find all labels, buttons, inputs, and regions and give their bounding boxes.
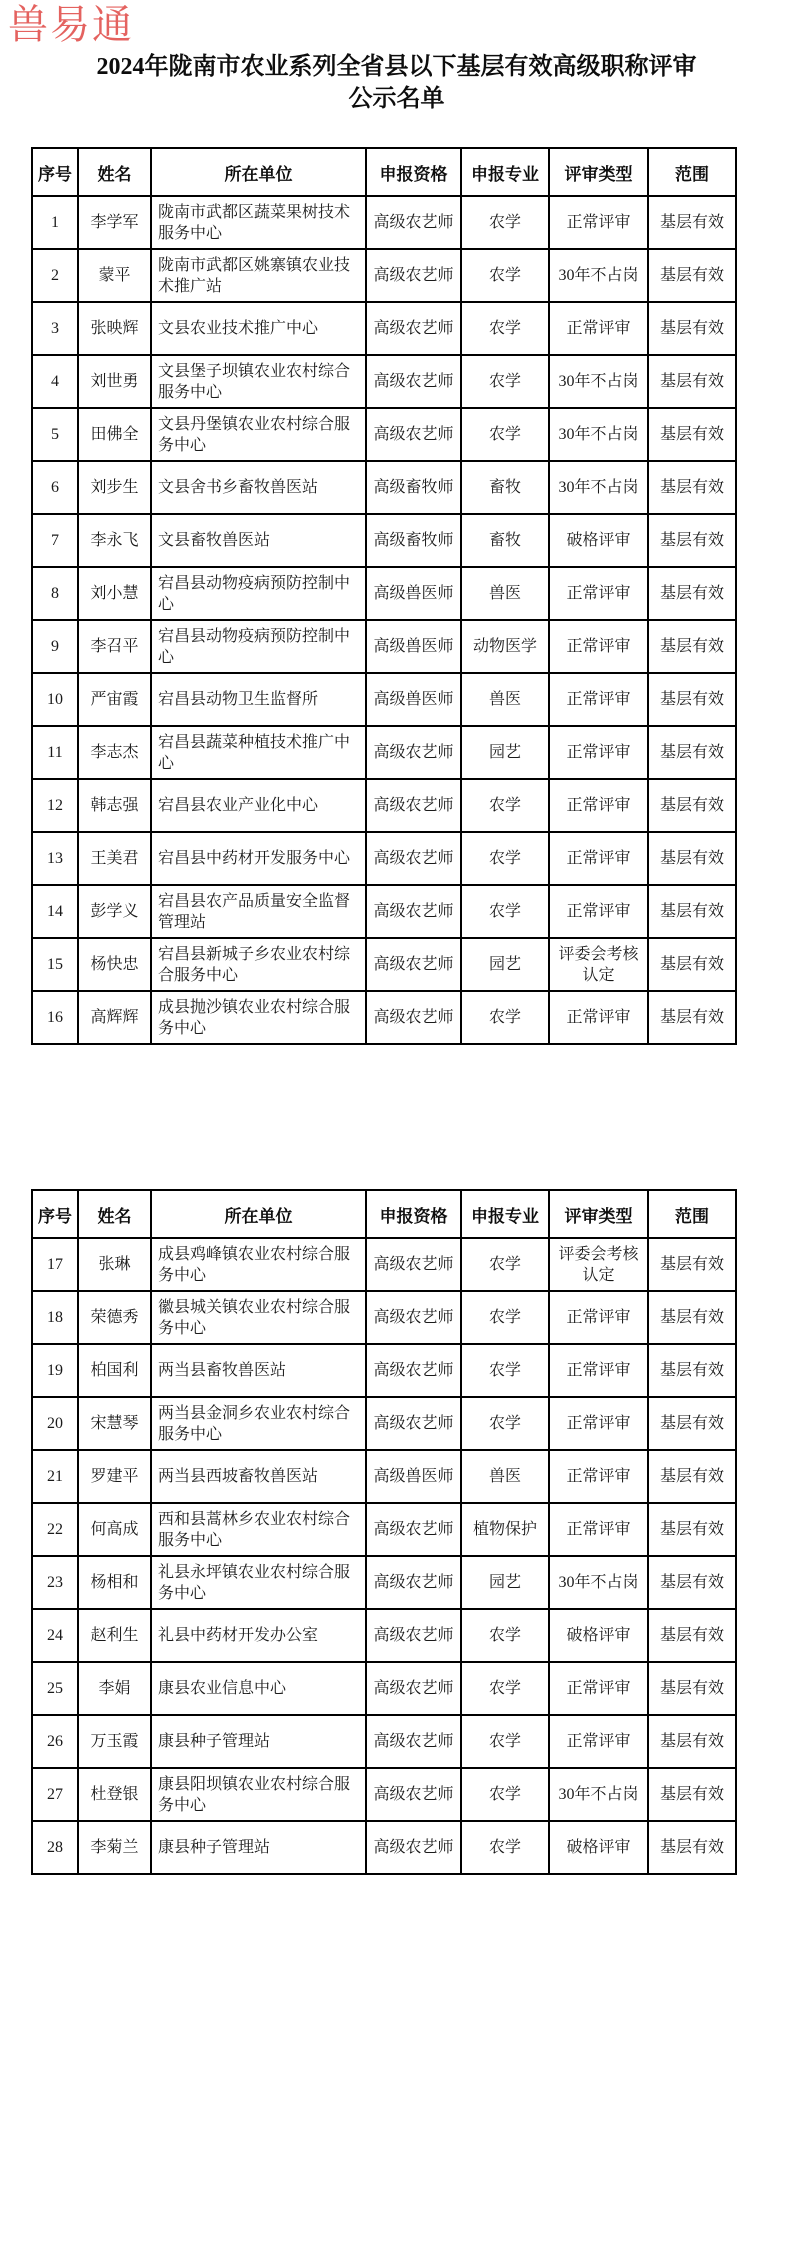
cell-scope: 基层有效 bbox=[648, 832, 736, 885]
table-row bbox=[32, 1715, 736, 1768]
cell-scope: 基层有效 bbox=[648, 673, 736, 726]
cell-type: 30年不占岗 bbox=[549, 408, 648, 461]
cell-no: 28 bbox=[32, 1821, 78, 1874]
cell-qual: 高级兽医师 bbox=[366, 567, 461, 620]
cell-major: 农学 bbox=[461, 1344, 549, 1397]
table-row bbox=[32, 620, 736, 673]
cell-no: 9 bbox=[32, 620, 78, 673]
cell-qual: 高级农艺师 bbox=[366, 1715, 461, 1768]
roster-table-2 bbox=[31, 1189, 737, 1875]
cell-major: 农学 bbox=[461, 1768, 549, 1821]
cell-scope: 基层有效 bbox=[648, 1821, 736, 1874]
column-header-unit: 所在单位 bbox=[151, 148, 366, 196]
cell-no: 20 bbox=[32, 1397, 78, 1450]
table-row bbox=[32, 991, 736, 1044]
cell-major: 园艺 bbox=[461, 938, 549, 991]
cell-name: 杨快忠 bbox=[78, 938, 151, 991]
table-header-row bbox=[32, 1190, 736, 1238]
cell-name: 彭学义 bbox=[78, 885, 151, 938]
cell-unit: 宕昌县中药材开发服务中心 bbox=[151, 832, 366, 885]
cell-unit: 宕昌县农业产业化中心 bbox=[151, 779, 366, 832]
cell-type: 正常评审 bbox=[549, 1291, 648, 1344]
cell-qual: 高级农艺师 bbox=[366, 779, 461, 832]
cell-major: 兽医 bbox=[461, 567, 549, 620]
cell-no: 12 bbox=[32, 779, 78, 832]
cell-qual: 高级农艺师 bbox=[366, 1609, 461, 1662]
table-row bbox=[32, 1556, 736, 1609]
cell-no: 10 bbox=[32, 673, 78, 726]
column-header-no: 序号 bbox=[32, 148, 78, 196]
table-row bbox=[32, 302, 736, 355]
page-title bbox=[0, 52, 793, 115]
cell-type: 破格评审 bbox=[549, 514, 648, 567]
cell-name: 李召平 bbox=[78, 620, 151, 673]
column-header-scope: 范围 bbox=[648, 148, 736, 196]
cell-no: 27 bbox=[32, 1768, 78, 1821]
cell-qual: 高级农艺师 bbox=[366, 1821, 461, 1874]
cell-no: 26 bbox=[32, 1715, 78, 1768]
cell-name: 罗建平 bbox=[78, 1450, 151, 1503]
table-row bbox=[32, 1344, 736, 1397]
cell-name: 赵利生 bbox=[78, 1609, 151, 1662]
table-row bbox=[32, 249, 736, 302]
table-row bbox=[32, 1609, 736, 1662]
cell-name: 张琳 bbox=[78, 1238, 151, 1291]
cell-name: 杜登银 bbox=[78, 1768, 151, 1821]
cell-scope: 基层有效 bbox=[648, 620, 736, 673]
cell-unit: 宕昌县动物疫病预防控制中心 bbox=[151, 620, 366, 673]
cell-qual: 高级农艺师 bbox=[366, 408, 461, 461]
cell-type: 破格评审 bbox=[549, 1821, 648, 1874]
column-header-type: 评审类型 bbox=[549, 1190, 648, 1238]
cell-type: 正常评审 bbox=[549, 302, 648, 355]
cell-name: 李志杰 bbox=[78, 726, 151, 779]
cell-unit: 宕昌县农产品质量安全监督管理站 bbox=[151, 885, 366, 938]
cell-type: 正常评审 bbox=[549, 991, 648, 1044]
cell-scope: 基层有效 bbox=[648, 461, 736, 514]
cell-type: 正常评审 bbox=[549, 1662, 648, 1715]
cell-major: 农学 bbox=[461, 355, 549, 408]
cell-no: 7 bbox=[32, 514, 78, 567]
column-header-scope: 范围 bbox=[648, 1190, 736, 1238]
cell-major: 农学 bbox=[461, 991, 549, 1044]
table-row bbox=[32, 1238, 736, 1291]
cell-major: 农学 bbox=[461, 885, 549, 938]
cell-unit: 文县堡子坝镇农业农村综合服务中心 bbox=[151, 355, 366, 408]
cell-scope: 基层有效 bbox=[648, 1556, 736, 1609]
cell-major: 农学 bbox=[461, 1609, 549, 1662]
cell-scope: 基层有效 bbox=[648, 1238, 736, 1291]
cell-no: 18 bbox=[32, 1291, 78, 1344]
cell-type: 正常评审 bbox=[549, 196, 648, 249]
table-row bbox=[32, 1662, 736, 1715]
cell-type: 正常评审 bbox=[549, 726, 648, 779]
cell-scope: 基层有效 bbox=[648, 1450, 736, 1503]
cell-scope: 基层有效 bbox=[648, 1715, 736, 1768]
cell-scope: 基层有效 bbox=[648, 1609, 736, 1662]
table-row bbox=[32, 196, 736, 249]
column-header-name: 姓名 bbox=[78, 1190, 151, 1238]
cell-type: 正常评审 bbox=[549, 1503, 648, 1556]
table-row bbox=[32, 779, 736, 832]
cell-no: 2 bbox=[32, 249, 78, 302]
cell-name: 刘步生 bbox=[78, 461, 151, 514]
cell-unit: 陇南市武都区姚寨镇农业技术推广站 bbox=[151, 249, 366, 302]
cell-type: 30年不占岗 bbox=[549, 355, 648, 408]
cell-qual: 高级农艺师 bbox=[366, 832, 461, 885]
cell-qual: 高级兽医师 bbox=[366, 620, 461, 673]
cell-scope: 基层有效 bbox=[648, 514, 736, 567]
table-row bbox=[32, 1821, 736, 1874]
cell-no: 19 bbox=[32, 1344, 78, 1397]
cell-name: 杨相和 bbox=[78, 1556, 151, 1609]
cell-name: 严宙霞 bbox=[78, 673, 151, 726]
cell-scope: 基层有效 bbox=[648, 249, 736, 302]
cell-no: 21 bbox=[32, 1450, 78, 1503]
cell-scope: 基层有效 bbox=[648, 196, 736, 249]
table-row bbox=[32, 726, 736, 779]
cell-scope: 基层有效 bbox=[648, 302, 736, 355]
cell-major: 农学 bbox=[461, 1662, 549, 1715]
cell-unit: 两当县金洞乡农业农村综合服务中心 bbox=[151, 1397, 366, 1450]
table-row bbox=[32, 885, 736, 938]
cell-name: 李娟 bbox=[78, 1662, 151, 1715]
cell-qual: 高级农艺师 bbox=[366, 1238, 461, 1291]
roster-table-1 bbox=[31, 147, 737, 1045]
cell-scope: 基层有效 bbox=[648, 1768, 736, 1821]
cell-unit: 文县丹堡镇农业农村综合服务中心 bbox=[151, 408, 366, 461]
cell-unit: 成县抛沙镇农业农村综合服务中心 bbox=[151, 991, 366, 1044]
cell-qual: 高级农艺师 bbox=[366, 885, 461, 938]
cell-qual: 高级农艺师 bbox=[366, 302, 461, 355]
cell-qual: 高级农艺师 bbox=[366, 1344, 461, 1397]
cell-qual: 高级农艺师 bbox=[366, 1397, 461, 1450]
cell-scope: 基层有效 bbox=[648, 1503, 736, 1556]
column-header-type: 评审类型 bbox=[549, 148, 648, 196]
column-header-no: 序号 bbox=[32, 1190, 78, 1238]
cell-name: 宋慧琴 bbox=[78, 1397, 151, 1450]
table-row bbox=[32, 1450, 736, 1503]
cell-unit: 陇南市武都区蔬菜果树技术服务中心 bbox=[151, 196, 366, 249]
cell-name: 万玉霞 bbox=[78, 1715, 151, 1768]
cell-qual: 高级畜牧师 bbox=[366, 514, 461, 567]
cell-name: 田佛全 bbox=[78, 408, 151, 461]
cell-scope: 基层有效 bbox=[648, 567, 736, 620]
cell-scope: 基层有效 bbox=[648, 1344, 736, 1397]
cell-unit: 礼县永坪镇农业农村综合服务中心 bbox=[151, 1556, 366, 1609]
cell-qual: 高级农艺师 bbox=[366, 1556, 461, 1609]
cell-major: 农学 bbox=[461, 779, 549, 832]
cell-unit: 宕昌县新城子乡农业农村综合服务中心 bbox=[151, 938, 366, 991]
column-header-name: 姓名 bbox=[78, 148, 151, 196]
table-row bbox=[32, 1291, 736, 1344]
cell-scope: 基层有效 bbox=[648, 938, 736, 991]
cell-no: 5 bbox=[32, 408, 78, 461]
cell-qual: 高级农艺师 bbox=[366, 726, 461, 779]
cell-scope: 基层有效 bbox=[648, 1397, 736, 1450]
table-body-2 bbox=[32, 1238, 736, 1874]
cell-major: 畜牧 bbox=[461, 461, 549, 514]
cell-name: 张映辉 bbox=[78, 302, 151, 355]
cell-qual: 高级农艺师 bbox=[366, 1768, 461, 1821]
cell-no: 17 bbox=[32, 1238, 78, 1291]
cell-unit: 康县种子管理站 bbox=[151, 1715, 366, 1768]
cell-no: 15 bbox=[32, 938, 78, 991]
cell-no: 13 bbox=[32, 832, 78, 885]
cell-scope: 基层有效 bbox=[648, 1662, 736, 1715]
cell-qual: 高级农艺师 bbox=[366, 196, 461, 249]
table-row bbox=[32, 461, 736, 514]
cell-scope: 基层有效 bbox=[648, 408, 736, 461]
table-row bbox=[32, 408, 736, 461]
table-row bbox=[32, 673, 736, 726]
cell-qual: 高级兽医师 bbox=[366, 1450, 461, 1503]
cell-name: 何高成 bbox=[78, 1503, 151, 1556]
cell-name: 李菊兰 bbox=[78, 1821, 151, 1874]
cell-unit: 徽县城关镇农业农村综合服务中心 bbox=[151, 1291, 366, 1344]
page-title-line2: 公示名单 bbox=[348, 85, 445, 112]
site-logo: 兽易通 bbox=[8, 2, 134, 47]
cell-type: 评委会考核认定 bbox=[549, 1238, 648, 1291]
cell-unit: 文县舍书乡畜牧兽医站 bbox=[151, 461, 366, 514]
cell-no: 24 bbox=[32, 1609, 78, 1662]
column-header-major: 申报专业 bbox=[461, 1190, 549, 1238]
table-row bbox=[32, 1397, 736, 1450]
cell-major: 兽医 bbox=[461, 673, 549, 726]
page-title-line1: 2024年陇南市农业系列全省县以下基层有效高级职称评审 bbox=[96, 54, 697, 80]
cell-name: 李永飞 bbox=[78, 514, 151, 567]
cell-no: 16 bbox=[32, 991, 78, 1044]
cell-type: 正常评审 bbox=[549, 1450, 648, 1503]
cell-name: 荣德秀 bbox=[78, 1291, 151, 1344]
cell-scope: 基层有效 bbox=[648, 779, 736, 832]
cell-no: 8 bbox=[32, 567, 78, 620]
cell-major: 农学 bbox=[461, 249, 549, 302]
cell-major: 畜牧 bbox=[461, 514, 549, 567]
cell-type: 30年不占岗 bbox=[549, 1768, 648, 1821]
cell-qual: 高级兽医师 bbox=[366, 673, 461, 726]
cell-type: 正常评审 bbox=[549, 779, 648, 832]
cell-unit: 成县鸡峰镇农业农村综合服务中心 bbox=[151, 1238, 366, 1291]
cell-type: 破格评审 bbox=[549, 1609, 648, 1662]
cell-major: 农学 bbox=[461, 1715, 549, 1768]
cell-type: 正常评审 bbox=[549, 832, 648, 885]
cell-major: 农学 bbox=[461, 832, 549, 885]
cell-scope: 基层有效 bbox=[648, 991, 736, 1044]
cell-type: 30年不占岗 bbox=[549, 461, 648, 514]
cell-major: 园艺 bbox=[461, 726, 549, 779]
cell-type: 评委会考核认定 bbox=[549, 938, 648, 991]
cell-major: 农学 bbox=[461, 1291, 549, 1344]
cell-unit: 两当县西坡畜牧兽医站 bbox=[151, 1450, 366, 1503]
cell-major: 动物医学 bbox=[461, 620, 549, 673]
cell-unit: 康县阳坝镇农业农村综合服务中心 bbox=[151, 1768, 366, 1821]
cell-scope: 基层有效 bbox=[648, 1291, 736, 1344]
column-header-major: 申报专业 bbox=[461, 148, 549, 196]
cell-qual: 高级农艺师 bbox=[366, 1503, 461, 1556]
table-body-1 bbox=[32, 196, 736, 1044]
cell-unit: 康县种子管理站 bbox=[151, 1821, 366, 1874]
column-header-qual: 申报资格 bbox=[366, 148, 461, 196]
cell-type: 正常评审 bbox=[549, 620, 648, 673]
cell-type: 30年不占岗 bbox=[549, 249, 648, 302]
cell-type: 正常评审 bbox=[549, 567, 648, 620]
cell-type: 正常评审 bbox=[549, 673, 648, 726]
cell-unit: 宕昌县动物卫生监督所 bbox=[151, 673, 366, 726]
cell-unit: 两当县畜牧兽医站 bbox=[151, 1344, 366, 1397]
cell-qual: 高级农艺师 bbox=[366, 355, 461, 408]
cell-no: 3 bbox=[32, 302, 78, 355]
table-row bbox=[32, 567, 736, 620]
cell-type: 正常评审 bbox=[549, 885, 648, 938]
cell-scope: 基层有效 bbox=[648, 885, 736, 938]
cell-unit: 文县畜牧兽医站 bbox=[151, 514, 366, 567]
cell-type: 正常评审 bbox=[549, 1344, 648, 1397]
cell-major: 农学 bbox=[461, 1238, 549, 1291]
cell-qual: 高级农艺师 bbox=[366, 1291, 461, 1344]
cell-name: 柏国利 bbox=[78, 1344, 151, 1397]
table-row bbox=[32, 514, 736, 567]
cell-name: 刘小慧 bbox=[78, 567, 151, 620]
cell-unit: 礼县中药材开发办公室 bbox=[151, 1609, 366, 1662]
table-row bbox=[32, 832, 736, 885]
cell-major: 植物保护 bbox=[461, 1503, 549, 1556]
cell-major: 农学 bbox=[461, 1397, 549, 1450]
cell-no: 22 bbox=[32, 1503, 78, 1556]
cell-name: 韩志强 bbox=[78, 779, 151, 832]
column-header-qual: 申报资格 bbox=[366, 1190, 461, 1238]
cell-name: 蒙平 bbox=[78, 249, 151, 302]
cell-name: 高辉辉 bbox=[78, 991, 151, 1044]
cell-unit: 宕昌县动物疫病预防控制中心 bbox=[151, 567, 366, 620]
cell-no: 6 bbox=[32, 461, 78, 514]
cell-no: 4 bbox=[32, 355, 78, 408]
cell-no: 23 bbox=[32, 1556, 78, 1609]
cell-type: 正常评审 bbox=[549, 1715, 648, 1768]
table-row bbox=[32, 1503, 736, 1556]
table-row bbox=[32, 355, 736, 408]
cell-type: 30年不占岗 bbox=[549, 1556, 648, 1609]
cell-major: 农学 bbox=[461, 408, 549, 461]
table-row bbox=[32, 1768, 736, 1821]
cell-qual: 高级农艺师 bbox=[366, 1662, 461, 1715]
cell-major: 农学 bbox=[461, 196, 549, 249]
cell-qual: 高级农艺师 bbox=[366, 938, 461, 991]
cell-type: 正常评审 bbox=[549, 1397, 648, 1450]
cell-major: 农学 bbox=[461, 302, 549, 355]
cell-unit: 宕昌县蔬菜种植技术推广中心 bbox=[151, 726, 366, 779]
table-header-row bbox=[32, 148, 736, 196]
cell-no: 25 bbox=[32, 1662, 78, 1715]
cell-no: 11 bbox=[32, 726, 78, 779]
cell-unit: 西和县蒿林乡农业农村综合服务中心 bbox=[151, 1503, 366, 1556]
cell-qual: 高级畜牧师 bbox=[366, 461, 461, 514]
table-row bbox=[32, 938, 736, 991]
cell-no: 14 bbox=[32, 885, 78, 938]
cell-scope: 基层有效 bbox=[648, 726, 736, 779]
cell-major: 农学 bbox=[461, 1821, 549, 1874]
cell-major: 兽医 bbox=[461, 1450, 549, 1503]
cell-qual: 高级农艺师 bbox=[366, 991, 461, 1044]
cell-qual: 高级农艺师 bbox=[366, 249, 461, 302]
cell-name: 王美君 bbox=[78, 832, 151, 885]
cell-scope: 基层有效 bbox=[648, 355, 736, 408]
cell-unit: 康县农业信息中心 bbox=[151, 1662, 366, 1715]
cell-name: 李学军 bbox=[78, 196, 151, 249]
cell-no: 1 bbox=[32, 196, 78, 249]
cell-name: 刘世勇 bbox=[78, 355, 151, 408]
column-header-unit: 所在单位 bbox=[151, 1190, 366, 1238]
cell-major: 园艺 bbox=[461, 1556, 549, 1609]
cell-unit: 文县农业技术推广中心 bbox=[151, 302, 366, 355]
